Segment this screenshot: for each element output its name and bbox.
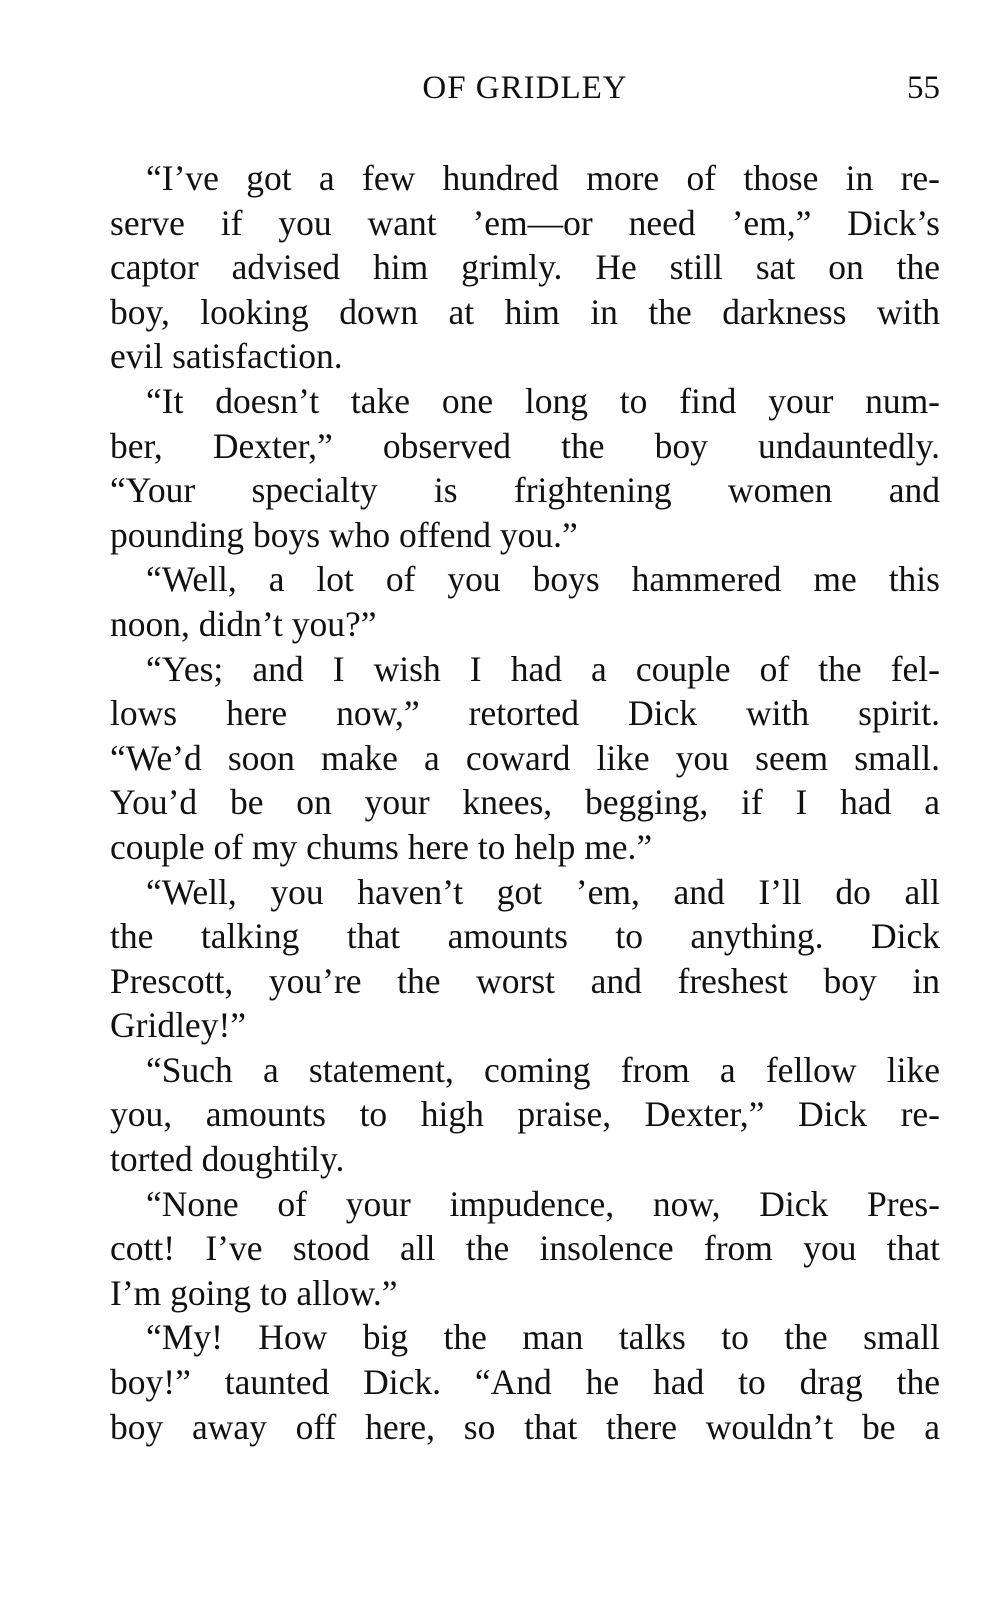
text-line: “It doesn’t take one long to find your num-: [146, 380, 940, 421]
text-line: “None of your impudence, now, Dick Pres-: [146, 1183, 940, 1224]
page-number: 55: [907, 70, 940, 106]
text-line: “Well, you haven’t got ’em, and I’ll do all: [146, 871, 940, 912]
text-line: “Well, a lot of you boys hammered me this: [146, 559, 940, 600]
text-line: torted doughtily.: [110, 1139, 345, 1180]
text-line: serve if you want ’em—or need ’em,” Dick’s: [110, 202, 940, 243]
paragraph: [110, 647, 940, 870]
text-line: “Such a statement, coming from a fellow like: [146, 1049, 940, 1090]
text-line: boy!” taunted Dick. “And he had to drag the: [110, 1362, 940, 1403]
text-line: the talking that amounts to anything. Dick: [110, 916, 940, 957]
text-line: boy away off here, so that there wouldn’t be a: [110, 1406, 940, 1447]
text-line: you, amounts to high praise, Dexter,” Dick re-: [110, 1094, 940, 1135]
text-line: “We’d soon make a coward like you seem small.: [110, 737, 940, 778]
text-line: evil satisfaction.: [110, 336, 343, 377]
body-text: [110, 156, 940, 1449]
text-line: Prescott, you’re the worst and freshest boy in: [110, 960, 940, 1001]
text-line: “Yes; and I wish I had a couple of the fel-: [146, 648, 940, 689]
text-line: boy, looking down at him in the darkness with: [110, 291, 940, 332]
running-head: [110, 66, 940, 110]
text-line: ber, Dexter,” observed the boy undauntedly.: [110, 425, 940, 466]
paragraph: [110, 379, 940, 557]
paragraph: [110, 870, 940, 1048]
text-line: “My! How big the man talks to the small: [146, 1317, 940, 1358]
paragraph: [110, 156, 940, 379]
text-line: pounding boys who offend you.”: [110, 514, 578, 555]
paragraph: [110, 1182, 940, 1316]
text-line: “I’ve got a few hundred more of those in re-: [146, 158, 940, 198]
running-title: OF GRIDLEY: [422, 70, 628, 106]
text-line: captor advised him grimly. He still sat on the: [110, 247, 940, 288]
text-line: noon, didn’t you?”: [110, 603, 377, 644]
text-line: You’d be on your knees, begging, if I had a: [110, 782, 940, 823]
paragraph: [110, 1315, 940, 1449]
text-line: lows here now,” retorted Dick with spirit.: [110, 693, 940, 734]
text-line: Gridley!”: [110, 1005, 247, 1046]
text-line: couple of my chums here to help me.”: [110, 826, 653, 867]
paragraph: [110, 557, 940, 646]
text-line: I’m going to allow.”: [110, 1272, 398, 1313]
text-line: cott! I’ve stood all the insolence from you that: [110, 1228, 940, 1269]
paragraph: [110, 1048, 940, 1182]
text-line: “Your specialty is frightening women and: [110, 470, 940, 511]
